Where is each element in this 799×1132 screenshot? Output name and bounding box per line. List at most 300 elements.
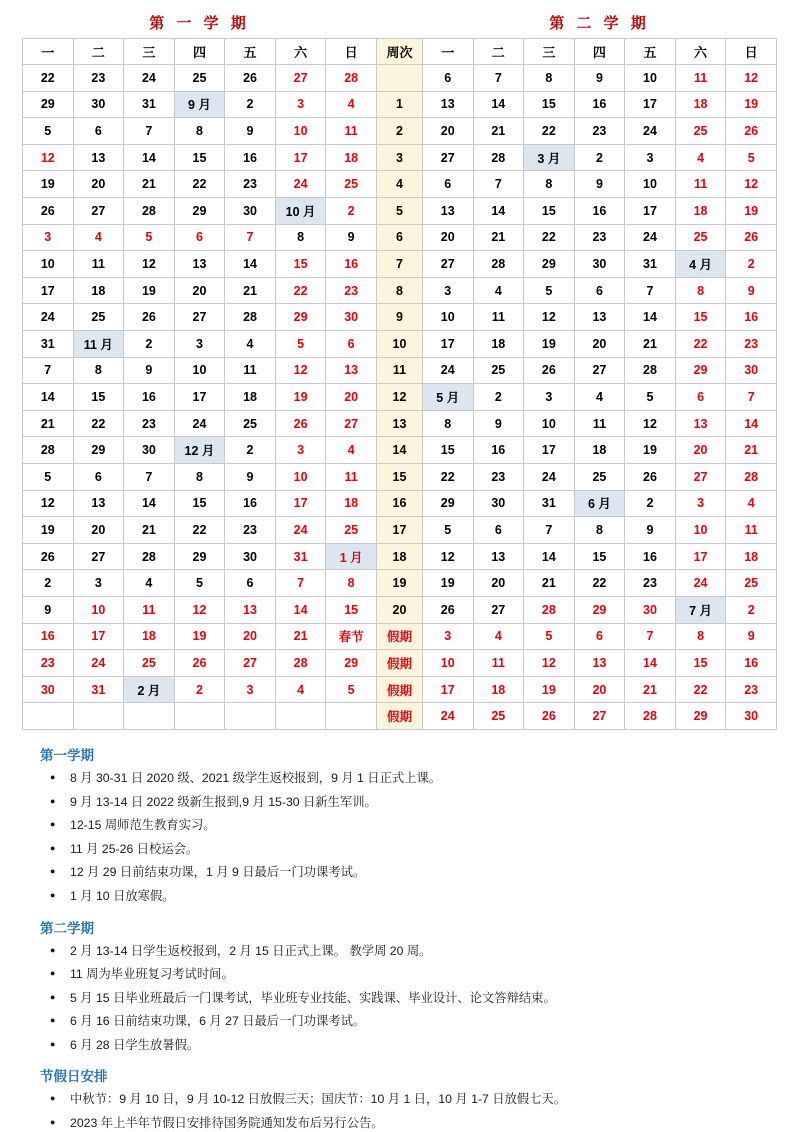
term1-day-cell: 11 xyxy=(225,357,276,384)
calendar-week-row xyxy=(23,91,777,118)
term1-day-cell: 14 xyxy=(225,251,276,278)
term1-day-cell: 22 xyxy=(174,171,225,198)
term2-day-cell: 5 xyxy=(422,517,473,544)
term2-day-cell: 28 xyxy=(473,251,524,278)
term2-day-cell: 29 xyxy=(524,251,575,278)
week-number-cell: 假期 xyxy=(376,676,422,703)
calendar-week-row xyxy=(23,357,777,384)
term1-day-cell: 25 xyxy=(326,171,377,198)
term2-day-cell: 3 xyxy=(625,144,676,171)
term1-day-cell: 15 xyxy=(174,144,225,171)
term1-day-cell: 26 xyxy=(275,410,326,437)
term2-day-cell: 9 xyxy=(473,410,524,437)
term1-day-cell xyxy=(23,703,74,730)
term1-day-cell: 19 xyxy=(124,277,175,304)
term2-day-cell: 10 xyxy=(675,517,726,544)
term1-day-cell: 10 xyxy=(73,596,124,623)
term2-day-cell: 30 xyxy=(574,251,625,278)
term1-day-cell: 26 xyxy=(23,543,74,570)
term2-day-cell: 12 xyxy=(422,543,473,570)
term2-day-cell: 10 xyxy=(625,65,676,92)
term1-day-cell: 18 xyxy=(326,490,377,517)
term1-day-cell: 11 xyxy=(326,118,377,145)
term1-day-cell: 21 xyxy=(124,517,175,544)
note-item: ● 8 月 30-31 日 2020 级、2021 级学生返校报到，9 月 1 日正式上课。 xyxy=(48,770,769,787)
calendar-week-row xyxy=(23,384,777,411)
term1-day-cell: 29 xyxy=(174,198,225,225)
term2-day-cell: 17 xyxy=(524,437,575,464)
term1-day-cell: 28 xyxy=(124,198,175,225)
week-number-cell: 3 xyxy=(376,144,422,171)
term2-title: 第 二 学 期 xyxy=(549,15,650,33)
term2-day-cell: 7 xyxy=(524,517,575,544)
term1-day-cell: 24 xyxy=(174,410,225,437)
term1-day-cell: 15 xyxy=(326,596,377,623)
term2-day-cell: 5 xyxy=(524,623,575,650)
term2-weekday-sun: 日 xyxy=(726,38,777,65)
term2-day-cell: 30 xyxy=(726,703,777,730)
term1-day-cell: 2 xyxy=(225,437,276,464)
term1-day-cell: 25 xyxy=(326,517,377,544)
term1-day-cell: 12 xyxy=(275,357,326,384)
term1-day-cell: 9 xyxy=(225,464,276,491)
calendar-week-row xyxy=(23,650,777,677)
term1-day-cell: 9 xyxy=(23,596,74,623)
term1-day-cell: 23 xyxy=(225,517,276,544)
term2-day-cell: 27 xyxy=(574,357,625,384)
term2-day-cell: 11 xyxy=(574,410,625,437)
term2-day-cell: 28 xyxy=(726,464,777,491)
term2-day-cell: 21 xyxy=(625,331,676,358)
note-item: ● 中秋节：9 月 10 日，9 月 10-12 日放假三天；国庆节：10 月 1 日，10 月 1-7 日放假七天。 xyxy=(48,1091,769,1108)
term2-day-cell: 16 xyxy=(574,91,625,118)
term1-day-cell: 27 xyxy=(275,65,326,92)
term1-day-cell: 2 xyxy=(174,676,225,703)
term1-day-cell: 30 xyxy=(124,437,175,464)
term2-day-cell: 18 xyxy=(473,331,524,358)
term1-day-cell: 7 xyxy=(23,357,74,384)
term2-day-cell: 5 月 xyxy=(422,384,473,411)
term1-day-cell: 2 xyxy=(23,570,74,597)
note-item: ● 2 月 13-14 日学生返校报到，2 月 15 日正式上课。 教学周 20 周。 xyxy=(48,943,769,960)
term1-day-cell: 3 xyxy=(275,437,326,464)
term2-day-cell: 2 xyxy=(473,384,524,411)
term2-day-cell: 9 xyxy=(625,517,676,544)
term2-day-cell: 16 xyxy=(726,650,777,677)
term1-day-cell: 6 xyxy=(326,331,377,358)
term1-day-cell: 27 xyxy=(73,198,124,225)
term2-day-cell: 16 xyxy=(726,304,777,331)
term1-day-cell: 12 xyxy=(174,596,225,623)
term2-weekday-mon: 一 xyxy=(422,38,473,65)
calendar-week-row xyxy=(23,251,777,278)
week-number-cell: 18 xyxy=(376,543,422,570)
term2-day-cell: 26 xyxy=(422,596,473,623)
term2-day-cell: 4 月 xyxy=(675,251,726,278)
note-item: ● 11 月 25-26 日校运会。 xyxy=(48,841,769,858)
term1-day-cell: 16 xyxy=(23,623,74,650)
notes-term2-title: 第二学期 xyxy=(40,920,94,936)
term2-day-cell: 3 xyxy=(422,623,473,650)
term2-day-cell: 25 xyxy=(473,703,524,730)
term2-day-cell: 9 xyxy=(726,623,777,650)
term2-weekday-tue: 二 xyxy=(473,38,524,65)
term1-day-cell: 26 xyxy=(23,198,74,225)
term1-day-cell: 28 xyxy=(326,65,377,92)
term1-day-cell: 25 xyxy=(124,650,175,677)
term1-day-cell: 27 xyxy=(326,410,377,437)
week-number-cell: 5 xyxy=(376,198,422,225)
calendar-week-row xyxy=(23,198,777,225)
term1-day-cell: 7 xyxy=(275,570,326,597)
term1-day-cell: 6 xyxy=(73,464,124,491)
week-number-cell: 15 xyxy=(376,464,422,491)
term1-day-cell: 12 xyxy=(23,490,74,517)
term2-day-cell: 12 xyxy=(524,304,575,331)
calendar-week-row xyxy=(23,304,777,331)
term1-day-cell: 15 xyxy=(73,384,124,411)
term2-day-cell: 23 xyxy=(726,676,777,703)
week-number-cell xyxy=(376,65,422,92)
term1-day-cell: 11 月 xyxy=(73,331,124,358)
term2-day-cell: 15 xyxy=(675,304,726,331)
term2-day-cell: 7 月 xyxy=(675,596,726,623)
term1-day-cell: 8 xyxy=(73,357,124,384)
week-number-cell: 9 xyxy=(376,304,422,331)
term1-day-cell: 12 月 xyxy=(174,437,225,464)
week-number-cell: 假期 xyxy=(376,650,422,677)
term1-day-cell: 29 xyxy=(326,650,377,677)
calendar-week-row xyxy=(23,224,777,251)
term2-day-cell: 22 xyxy=(675,331,726,358)
term2-day-cell: 4 xyxy=(473,623,524,650)
term2-day-cell: 16 xyxy=(574,198,625,225)
term2-day-cell: 14 xyxy=(473,198,524,225)
term1-day-cell: 8 xyxy=(275,224,326,251)
term2-day-cell: 7 xyxy=(726,384,777,411)
term1-day-cell: 10 xyxy=(275,464,326,491)
term2-day-cell: 2 xyxy=(574,144,625,171)
term2-day-cell: 20 xyxy=(422,118,473,145)
calendar-title-row xyxy=(23,8,777,38)
term2-day-cell: 29 xyxy=(675,703,726,730)
term2-day-cell: 9 xyxy=(574,65,625,92)
term2-day-cell: 4 xyxy=(574,384,625,411)
term1-day-cell: 9 xyxy=(225,118,276,145)
term2-day-cell: 31 xyxy=(625,251,676,278)
term1-day-cell: 19 xyxy=(23,171,74,198)
term2-day-cell: 31 xyxy=(524,490,575,517)
term1-day-cell: 25 xyxy=(73,304,124,331)
note-item: ● 6 月 16 日前结束功课，6 月 27 日最后一门功课考试。 xyxy=(48,1013,769,1030)
term1-day-cell: 25 xyxy=(174,65,225,92)
term2-day-cell: 13 xyxy=(574,304,625,331)
term1-day-cell: 28 xyxy=(225,304,276,331)
week-number-cell: 10 xyxy=(376,331,422,358)
term2-day-cell: 25 xyxy=(473,357,524,384)
week-number-cell: 16 xyxy=(376,490,422,517)
term1-day-cell: 21 xyxy=(124,171,175,198)
term1-day-cell: 15 xyxy=(174,490,225,517)
term1-day-cell: 10 xyxy=(275,118,326,145)
term2-day-cell: 15 xyxy=(675,650,726,677)
term2-day-cell: 4 xyxy=(726,490,777,517)
term1-day-cell xyxy=(124,703,175,730)
term2-day-cell: 24 xyxy=(625,118,676,145)
term1-day-cell: 31 xyxy=(124,91,175,118)
term2-day-cell: 12 xyxy=(524,650,575,677)
term1-day-cell: 13 xyxy=(174,251,225,278)
note-item: ● 12 月 29 日前结束功课，1 月 9 日最后一门功课考试。 xyxy=(48,864,769,881)
term1-day-cell: 7 xyxy=(124,464,175,491)
note-item: ● 2023 年上半年节假日安排待国务院通知发布后另行公告。 xyxy=(48,1115,769,1132)
term2-day-cell: 12 xyxy=(625,410,676,437)
notes-holiday-title: 节假日安排 xyxy=(40,1069,108,1085)
weekday-header-row xyxy=(23,38,777,65)
term2-day-cell: 8 xyxy=(422,410,473,437)
term2-day-cell: 4 xyxy=(675,144,726,171)
term2-weekday-fri: 五 xyxy=(625,38,676,65)
term2-day-cell: 3 xyxy=(524,384,575,411)
title-spacer xyxy=(376,8,422,38)
term1-day-cell: 31 xyxy=(23,331,74,358)
term1-day-cell: 春节 xyxy=(326,623,377,650)
week-number-cell: 6 xyxy=(376,224,422,251)
term1-day-cell: 30 xyxy=(225,543,276,570)
term1-day-cell: 22 xyxy=(275,277,326,304)
notes-term1-list xyxy=(48,770,769,905)
week-number-cell: 假期 xyxy=(376,623,422,650)
term2-day-cell: 8 xyxy=(524,171,575,198)
term1-day-cell: 25 xyxy=(225,410,276,437)
week-number-cell: 12 xyxy=(376,384,422,411)
term1-day-cell: 9 月 xyxy=(174,91,225,118)
term1-day-cell: 16 xyxy=(326,251,377,278)
week-number-cell: 17 xyxy=(376,517,422,544)
term2-day-cell: 21 xyxy=(726,437,777,464)
term2-day-cell: 19 xyxy=(524,331,575,358)
term2-day-cell: 23 xyxy=(473,464,524,491)
term1-day-cell: 24 xyxy=(23,304,74,331)
term2-day-cell: 20 xyxy=(675,437,726,464)
term1-day-cell: 29 xyxy=(73,437,124,464)
calendar-week-row xyxy=(23,171,777,198)
term2-day-cell: 29 xyxy=(422,490,473,517)
calendar-week-row xyxy=(23,570,777,597)
term1-day-cell: 18 xyxy=(326,144,377,171)
term1-day-cell: 19 xyxy=(23,517,74,544)
term2-day-cell: 23 xyxy=(726,331,777,358)
term2-day-cell: 21 xyxy=(625,676,676,703)
term2-day-cell: 28 xyxy=(524,596,575,623)
term1-day-cell: 20 xyxy=(326,384,377,411)
term2-day-cell: 17 xyxy=(422,331,473,358)
calendar-week-row xyxy=(23,596,777,623)
term2-day-cell: 6 xyxy=(422,171,473,198)
term1-day-cell: 2 xyxy=(225,91,276,118)
term2-day-cell: 18 xyxy=(675,91,726,118)
week-number-cell: 14 xyxy=(376,437,422,464)
term2-day-cell: 19 xyxy=(726,198,777,225)
term2-day-cell: 5 xyxy=(524,277,575,304)
term1-day-cell: 30 xyxy=(326,304,377,331)
term2-day-cell: 8 xyxy=(675,277,726,304)
term1-day-cell: 31 xyxy=(275,543,326,570)
term1-day-cell: 5 xyxy=(174,570,225,597)
term1-day-cell: 11 xyxy=(124,596,175,623)
term1-day-cell: 19 xyxy=(174,623,225,650)
term1-day-cell: 24 xyxy=(124,65,175,92)
term2-day-cell: 10 xyxy=(422,304,473,331)
term1-day-cell: 17 xyxy=(174,384,225,411)
term2-day-cell: 15 xyxy=(422,437,473,464)
term2-day-cell: 17 xyxy=(625,198,676,225)
term1-day-cell: 20 xyxy=(225,623,276,650)
term2-day-cell: 28 xyxy=(625,357,676,384)
term2-day-cell: 6 xyxy=(473,517,524,544)
term2-day-cell: 28 xyxy=(473,144,524,171)
term2-day-cell: 25 xyxy=(675,118,726,145)
term2-day-cell: 8 xyxy=(675,623,726,650)
term1-day-cell: 22 xyxy=(174,517,225,544)
term1-day-cell: 17 xyxy=(275,490,326,517)
term1-day-cell: 16 xyxy=(225,144,276,171)
term2-day-cell: 27 xyxy=(422,251,473,278)
term2-day-cell: 13 xyxy=(422,91,473,118)
term1-day-cell: 30 xyxy=(225,198,276,225)
term1-day-cell: 21 xyxy=(275,623,326,650)
week-number-cell: 假期 xyxy=(376,703,422,730)
term2-day-cell: 21 xyxy=(473,118,524,145)
term1-day-cell: 3 xyxy=(23,224,74,251)
term1-day-cell: 5 xyxy=(326,676,377,703)
term2-day-cell: 19 xyxy=(625,437,676,464)
calendar-week-row xyxy=(23,437,777,464)
term2-day-cell: 12 xyxy=(726,65,777,92)
term1-day-cell: 3 xyxy=(275,91,326,118)
term1-day-cell: 3 xyxy=(225,676,276,703)
term2-day-cell: 27 xyxy=(574,703,625,730)
term2-day-cell: 23 xyxy=(574,224,625,251)
term2-day-cell: 7 xyxy=(473,65,524,92)
term1-day-cell: 8 xyxy=(174,464,225,491)
week-number-cell: 19 xyxy=(376,570,422,597)
term1-weekday-thu: 四 xyxy=(174,38,225,65)
term2-day-cell: 11 xyxy=(473,650,524,677)
term1-day-cell: 2 xyxy=(326,198,377,225)
calendar-week-row xyxy=(23,331,777,358)
term2-day-cell: 16 xyxy=(625,543,676,570)
term2-day-cell: 17 xyxy=(675,543,726,570)
week-number-cell: 1 xyxy=(376,91,422,118)
term1-day-cell: 14 xyxy=(275,596,326,623)
term1-day-cell xyxy=(225,703,276,730)
term2-day-cell: 9 xyxy=(574,171,625,198)
term2-day-cell: 17 xyxy=(625,91,676,118)
term1-day-cell: 13 xyxy=(225,596,276,623)
term1-day-cell: 22 xyxy=(73,410,124,437)
term2-day-cell: 16 xyxy=(473,437,524,464)
calendar-week-row xyxy=(23,410,777,437)
term1-day-cell: 13 xyxy=(326,357,377,384)
term1-title: 第 一 学 期 xyxy=(149,15,250,33)
term1-day-cell: 16 xyxy=(124,384,175,411)
week-number-cell: 11 xyxy=(376,357,422,384)
week-number-cell: 7 xyxy=(376,251,422,278)
term1-day-cell: 10 月 xyxy=(275,198,326,225)
term1-day-cell: 4 xyxy=(124,570,175,597)
term2-day-cell: 24 xyxy=(422,703,473,730)
term1-day-cell: 4 xyxy=(326,91,377,118)
term2-day-cell: 25 xyxy=(675,224,726,251)
term2-day-cell: 8 xyxy=(574,517,625,544)
term1-day-cell: 24 xyxy=(73,650,124,677)
term2-day-cell: 26 xyxy=(726,224,777,251)
term2-day-cell: 3 月 xyxy=(524,144,575,171)
term1-weekday-tue: 二 xyxy=(73,38,124,65)
note-item: ● 11 周为毕业班复习考试时间。 xyxy=(48,966,769,983)
term2-day-cell: 17 xyxy=(422,676,473,703)
term1-day-cell: 10 xyxy=(23,251,74,278)
term1-day-cell: 20 xyxy=(174,277,225,304)
term1-day-cell: 4 xyxy=(326,437,377,464)
term1-day-cell: 8 xyxy=(326,570,377,597)
term1-day-cell: 3 xyxy=(174,331,225,358)
term1-day-cell: 22 xyxy=(23,65,74,92)
term1-day-cell: 5 xyxy=(275,331,326,358)
calendar-week-row xyxy=(23,543,777,570)
term1-day-cell: 27 xyxy=(225,650,276,677)
term1-day-cell: 21 xyxy=(225,277,276,304)
term1-day-cell: 7 xyxy=(225,224,276,251)
term1-day-cell: 17 xyxy=(23,277,74,304)
term1-day-cell: 18 xyxy=(225,384,276,411)
term1-day-cell: 29 xyxy=(174,543,225,570)
term1-day-cell: 7 xyxy=(124,118,175,145)
term2-day-cell: 3 xyxy=(675,490,726,517)
term2-day-cell: 11 xyxy=(473,304,524,331)
term2-day-cell: 24 xyxy=(524,464,575,491)
term1-day-cell: 10 xyxy=(174,357,225,384)
term1-day-cell: 4 xyxy=(225,331,276,358)
term1-day-cell: 9 xyxy=(326,224,377,251)
term2-day-cell: 8 xyxy=(524,65,575,92)
week-number-cell: 4 xyxy=(376,171,422,198)
term1-day-cell: 6 xyxy=(174,224,225,251)
term1-day-cell xyxy=(73,703,124,730)
term2-day-cell: 27 xyxy=(422,144,473,171)
term2-day-cell: 23 xyxy=(574,118,625,145)
calendar-week-row xyxy=(23,277,777,304)
term2-day-cell: 23 xyxy=(625,570,676,597)
term1-day-cell: 30 xyxy=(23,676,74,703)
term1-day-cell: 12 xyxy=(124,251,175,278)
term2-day-cell: 13 xyxy=(422,198,473,225)
term2-day-cell: 14 xyxy=(726,410,777,437)
term2-day-cell: 26 xyxy=(524,357,575,384)
term1-weekday-sun: 日 xyxy=(326,38,377,65)
notes-holiday-list xyxy=(48,1091,769,1131)
term1-day-cell: 29 xyxy=(275,304,326,331)
term1-day-cell: 14 xyxy=(124,144,175,171)
term2-day-cell: 27 xyxy=(675,464,726,491)
week-number-cell: 2 xyxy=(376,118,422,145)
term1-weekday-wed: 三 xyxy=(124,38,175,65)
term1-day-cell: 30 xyxy=(73,91,124,118)
week-number-cell: 20 xyxy=(376,596,422,623)
term2-day-cell: 15 xyxy=(524,198,575,225)
week-number-header: 周次 xyxy=(376,38,422,65)
